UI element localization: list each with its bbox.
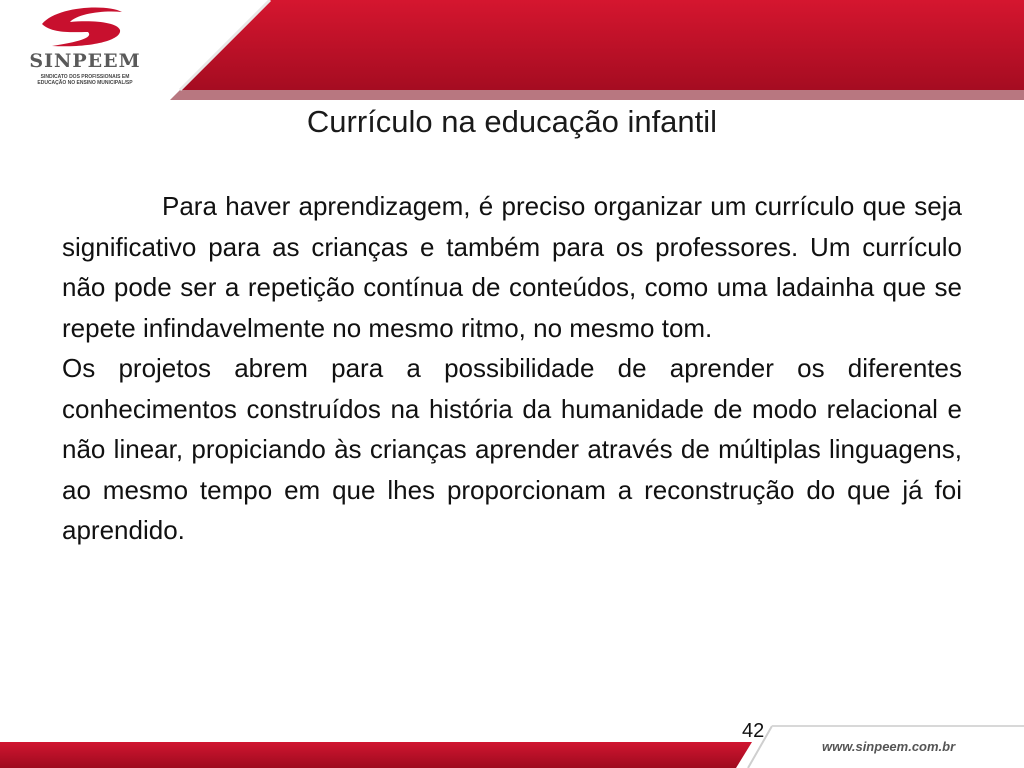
logo-subtitle-line2: EDUCAÇÃO NO ENSINO MUNICIPAL/SP	[37, 80, 133, 86]
slide-title: Currículo na educação infantil	[306, 104, 718, 139]
page-number: 42	[742, 720, 765, 742]
paragraph-2: Os projetos abrem para a possibilidade de aprender os diferentes conhecimentos construídos na história da humanidade de modo relacional e não linear, propiciando às crianças aprender através de múltiplas linguagens, ao mesmo tempo em que lhes proporcionam a reconstrução do que já foi aprendido.	[62, 353, 962, 545]
footer-url: www.sinpeem.com.br	[822, 739, 956, 754]
sinpeem-swoosh-logo-icon	[22, 4, 148, 50]
slide-body	[62, 186, 962, 551]
paragraph-1: Para haver aprendizagem, é preciso organizar um currículo que seja significativo para as crianças e também para os professores. Um currículo não pode ser a repetição contínua de conteúdos, como uma ladainha que se repete infindavelmente no mesmo ritmo, no mesmo tom.	[62, 191, 962, 343]
header-banner	[0, 0, 1024, 100]
logo-subtitle-line1: SINDICATO DOS PROFISSIONAIS EM	[40, 74, 130, 80]
logo-name: SINPEEM	[29, 50, 141, 72]
sinpeem-logo	[22, 4, 152, 90]
header-red-band	[0, 0, 1024, 100]
logo-subtitle	[22, 74, 148, 86]
